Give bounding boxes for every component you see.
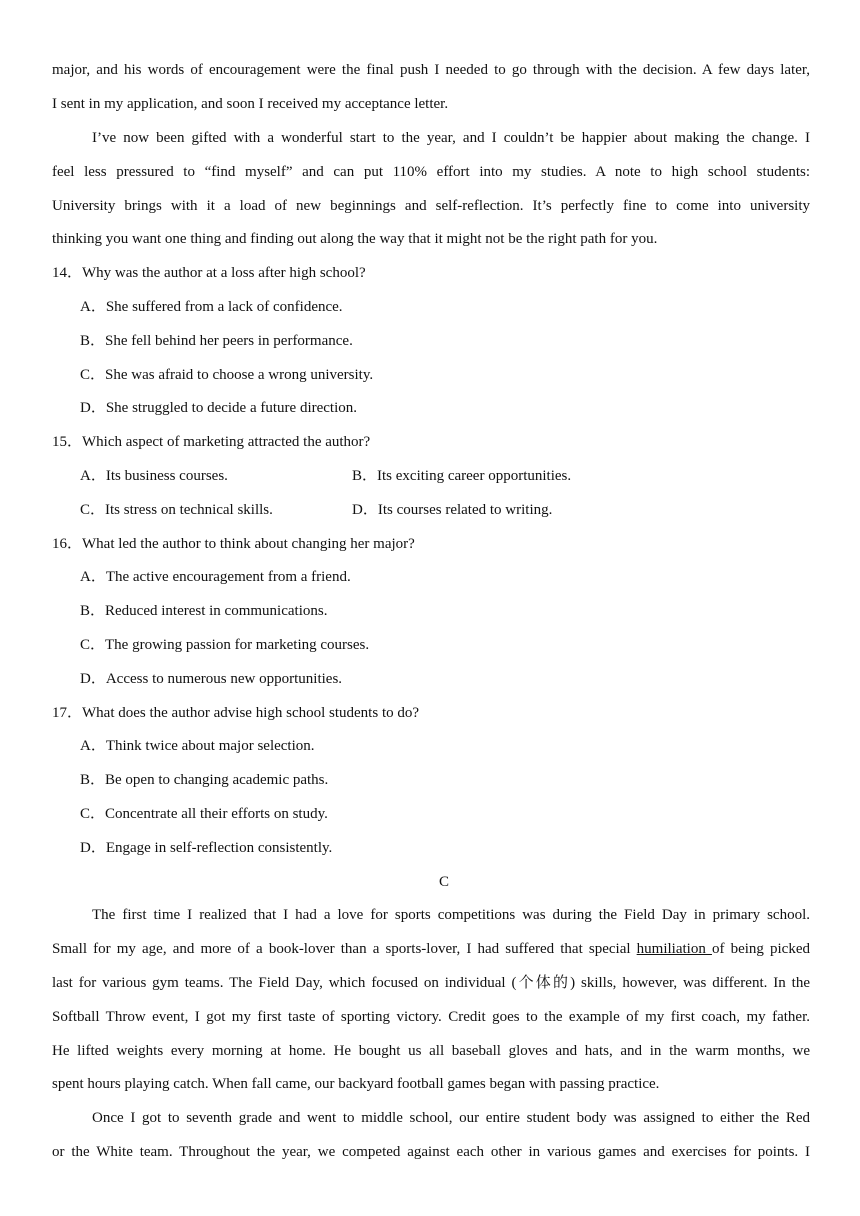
question-17-option-a: A．Think twice about major selection.	[80, 738, 315, 754]
question-16-option-b: B．Reduced interest in communications.	[80, 603, 328, 619]
passage-b-p1-line1: major, and his words of encouragement were the final push I needed to go through with the decision. A few days later,	[52, 62, 810, 78]
question-16-option-c: C．The growing passion for marketing courses.	[80, 637, 370, 653]
question-17-option-c: C．Concentrate all their efforts on study.	[80, 806, 328, 822]
passage-c-p2-line2: or the White team. Throughout the year, we competed against each other in various games and exercises for points. I	[52, 1144, 810, 1160]
question-15-stem: 15．Which aspect of marketing attracted the author?	[52, 434, 371, 450]
passage-b-p2-line2: feel less pressured to “find myself” and can put 110% effort into my studies. A note to high school students:	[52, 164, 810, 180]
question-14-stem: 14．Why was the author at a loss after high school?	[52, 265, 366, 281]
passage-c-p1-line4: Softball Throw event, I got my first taste of sporting victory. Credit goes to the example of my first coach, my father.	[52, 1009, 810, 1025]
passage-b-p1-line2: I sent in my application, and soon I received my acceptance letter.	[52, 96, 449, 112]
question-15-option-c: C．Its stress on technical skills.	[80, 502, 273, 518]
passage-c-p2-line1: Once I got to seventh grade and went to middle school, our entire student body was assigned to either the Red	[92, 1110, 810, 1126]
passage-c-p1-line6: spent hours playing catch. When fall came, our backyard football games began with passing practice.	[52, 1076, 660, 1092]
question-15-option-b: B．Its exciting career opportunities.	[352, 468, 572, 484]
question-16-option-d: D．Access to numerous new opportunities.	[80, 671, 343, 687]
question-17-option-b: B．Be open to changing academic paths.	[80, 772, 329, 788]
question-14-option-b: B．She fell behind her peers in performance.	[80, 333, 353, 349]
passage-b-p2-line1: I’ve now been gifted with a wonderful start to the year, and I couldn’t be happier about making the change. I	[92, 130, 810, 146]
question-14-option-d: D．She struggled to decide a future direction.	[80, 400, 358, 416]
passage-c-p1-line2-text-end: of being picked	[711, 941, 810, 957]
passage-c-p1-line1: The first time I realized that I had a love for sports competitions was during the Field Day in primary school.	[92, 907, 810, 923]
question-14-option-c: C．She was afraid to choose a wrong university.	[80, 367, 374, 383]
passage-c-p1-line2	[52, 939, 810, 959]
question-17-stem: 17．What does the author advise high school students to do?	[52, 705, 420, 721]
question-17-option-d: D．Engage in self-reflection consistently.	[80, 840, 333, 856]
passage-b-p2-line4: thinking you want one thing and finding out along the way that it might not be the right path for you.	[52, 231, 658, 247]
passage-c-p1-line3: last for various gym teams. The Field Day, which focused on individual (个体的) skills, however, was different. In the	[52, 975, 810, 991]
question-15-option-d: D．Its courses related to writing.	[352, 502, 553, 518]
question-15-option-a: A．Its business courses.	[80, 468, 228, 484]
question-16-stem: 16．What led the author to think about changing her major?	[52, 536, 415, 552]
question-16-option-a: A．The active encouragement from a friend.	[80, 569, 351, 585]
passage-c-heading: C	[438, 874, 449, 890]
question-14-option-a: A．She suffered from a lack of confidence.	[80, 299, 343, 315]
passage-c-p1-line2-text: Small for my age, and more of a book-lover than a sports-lover, I had suffered that special	[52, 941, 637, 957]
passage-c-p1-line5: He lifted weights every morning at home. He bought us all baseball gloves and hats, and in the warm months, we	[52, 1043, 810, 1059]
underlined-word-humiliation: humiliation	[636, 941, 712, 957]
passage-b-p2-line3: University brings with it a load of new beginnings and self-reflection. It’s perfectly fine to come into university	[52, 198, 810, 214]
